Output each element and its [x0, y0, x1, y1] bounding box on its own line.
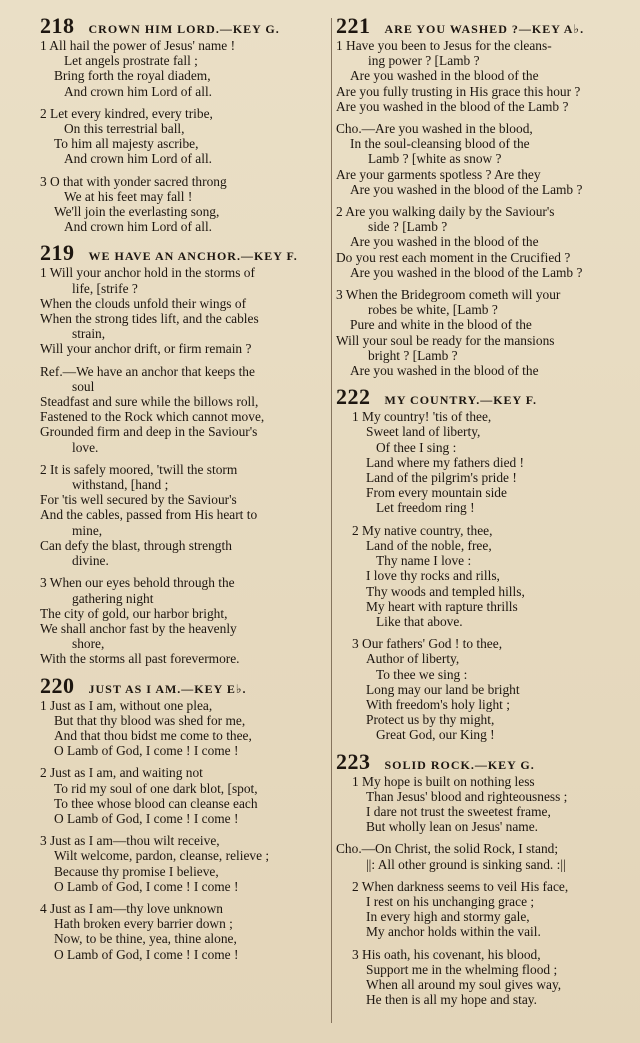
verse-line: And that thou bidst me come to thee, [54, 727, 252, 743]
verse-line: On this terrestrial ball, [64, 121, 185, 137]
verse-line: We shall anchor fast by the heavenly [40, 620, 237, 636]
verse-line: With freedom's holy light ; [366, 696, 510, 712]
verse-line: 1 My country! 'tis of thee, [352, 409, 492, 425]
verse-line: Ref.—We have an anchor that keeps the [40, 363, 255, 379]
verse-line: mine, [72, 522, 103, 538]
verse-line: To rid my soul of one dark blot, [spot, [54, 780, 258, 796]
verse-line: Pure and white in the blood of the [350, 317, 532, 333]
verse-line: But wholly lean on Jesus' name. [366, 819, 539, 835]
verse-line: Are you washed in the blood of the Lamb ? [350, 181, 583, 197]
hymn-header [336, 750, 622, 774]
hymn-title: SOLID ROCK.—KEY G. [384, 757, 535, 772]
verse-line: 2 When darkness seems to veil His face, [352, 878, 569, 894]
verse-line: Long may our land be bright [366, 681, 520, 697]
verse-line: 3 When the Bridegroom cometh will your [336, 287, 561, 303]
verse-line: Protect us by thy might, [366, 712, 495, 728]
verse-line: We at his feet may fall ! [64, 188, 193, 204]
verse-line: Do you rest each moment in the Crucified ? [336, 249, 571, 265]
hymn-title: ARE YOU WASHED ?—KEY A♭. [384, 22, 585, 36]
verse-line: Let angels prostrate fall ; [64, 53, 198, 69]
verse-line: robes be white, [Lamb ? [368, 302, 498, 318]
verse-line: We'll join the everlasting song, [54, 204, 220, 220]
stanza [40, 265, 328, 356]
verse-line: 1 Have you been to Jesus for the cleans- [336, 38, 552, 53]
verse-line: strain, [72, 326, 106, 342]
verse-line: Can defy the blast, through strength [40, 537, 232, 553]
verse-line: 3 His oath, his covenant, his blood, [352, 946, 541, 962]
column-divider [331, 18, 332, 1023]
verse-line: To him all majesty ascribe, [54, 136, 199, 152]
hymn-header [40, 14, 328, 38]
verse-line: Are you fully trusting in His grace this hour ? [336, 83, 581, 99]
verse-line: 1 Just as I am, without one plea, [40, 697, 213, 713]
verse-line: 2 It is safely moored, 'twill the storm [40, 461, 238, 477]
hymn-header [336, 385, 622, 409]
verse-line: Wilt welcome, pardon, cleanse, relieve ; [54, 848, 270, 864]
verse-line: Now, to be thine, yea, thine alone, [54, 931, 237, 947]
hymn-title: CROWN HIM LORD.—KEY G. [88, 22, 280, 36]
hymn-number: 220 [40, 672, 75, 698]
verse-line: Support me in the whelming flood ; [366, 961, 558, 977]
stanza [336, 774, 622, 835]
verse-line: Grounded firm and deep in the Saviour's [40, 424, 258, 440]
verse-line: Let freedom ring ! [376, 500, 475, 516]
verse-line: And the cables, passed from His heart to [40, 507, 258, 523]
hymn-number: 222 [336, 384, 371, 410]
verse-line: 2 Let every kindred, every tribe, [40, 105, 213, 121]
verse-line: O Lamb of God, I come ! I come ! [54, 878, 239, 894]
stanza [336, 121, 622, 197]
verse-line: Fastened to the Rock which cannot move, [40, 409, 265, 425]
verse-line: O Lamb of God, I come ! I come ! [54, 743, 239, 759]
verse-line: My heart with rapture thrills [366, 598, 518, 614]
verse-line: Are you washed in the blood of the Lamb ? [350, 264, 583, 280]
verse-line: Cho.—Are you washed in the blood, [336, 121, 533, 137]
verse-line: 2 Are you walking daily by the Saviour's [336, 204, 555, 220]
verse-line: When all around my soul gives way, [366, 976, 562, 992]
verse-line: 2 My native country, thee, [352, 522, 493, 538]
verse-line: Are you washed in the blood of the [350, 68, 539, 84]
verse-line: Bring forth the royal diadem, [54, 68, 211, 84]
hymn-header [40, 674, 328, 698]
verse-line: In the soul-cleansing blood of the [350, 136, 530, 152]
verse-line: I dare not trust the sweetest frame, [366, 803, 551, 819]
verse-line: And crown him Lord of all. [64, 151, 213, 167]
hymn-title: WE HAVE AN ANCHOR.—KEY F. [88, 249, 298, 264]
verse-line: I rest on his unchanging grace ; [366, 893, 535, 909]
verse-line: O Lamb of God, I come ! I come ! [54, 946, 239, 962]
stanza [40, 575, 328, 666]
hymn-218 [40, 14, 328, 234]
verse-line: Land where my fathers died ! [366, 454, 525, 470]
stanza [40, 698, 328, 759]
verse-line: Will your soul be ready for the mansions [336, 332, 555, 348]
hymn-number: 221 [336, 13, 371, 38]
stanza [336, 287, 622, 378]
stanza [336, 879, 622, 940]
verse-line: Than Jesus' blood and righteousness ; [366, 788, 568, 804]
right-column [336, 14, 622, 1014]
verse-line: shore, [72, 636, 105, 652]
left-column [40, 14, 328, 969]
hymn-title: JUST AS I AM.—KEY E♭. [88, 681, 247, 696]
hymn-number: 219 [40, 240, 75, 266]
stanza [40, 364, 328, 455]
verse-line: ||: All other ground is sinking sand. :|| [366, 856, 566, 872]
verse-line: Like that above. [376, 613, 463, 629]
verse-line: side ? [Lamb ? [368, 219, 448, 235]
stanza [40, 106, 328, 167]
verse-line: Sweet land of liberty, [366, 424, 481, 440]
verse-line: Are your garments spotless ? Are they [336, 166, 541, 182]
verse-line: 1 Will your anchor hold in the storms of [40, 265, 255, 281]
verse-line: Land of the pilgrim's pride ! [366, 470, 517, 486]
verse-line: bright ? [Lamb ? [368, 347, 458, 363]
verse-line: Are you washed in the blood of the [350, 234, 539, 250]
verse-line: The city of gold, our harbor bright, [40, 605, 228, 621]
verse-line: From every mountain side [366, 485, 507, 501]
verse-line: I love thy rocks and rills, [366, 568, 500, 584]
verse-line: Lamb ? [white as snow ? [368, 151, 502, 167]
stanza [336, 947, 622, 1008]
hymn-number: 218 [40, 13, 75, 38]
verse-line: Cho.—On Christ, the solid Rock, I stand; [336, 841, 559, 857]
stanza [40, 174, 328, 235]
verse-line: Thy woods and templed hills, [366, 583, 525, 599]
stanza [336, 409, 622, 515]
verse-line: 3 O that with yonder sacred throng [40, 173, 227, 189]
hymn-header [40, 241, 328, 265]
verse-line: Land of the noble, free, [366, 537, 492, 553]
verse-line: Of thee I sing : [376, 439, 457, 455]
verse-line: When the strong tides lift, and the cables [40, 311, 259, 327]
verse-line: 1 All hail the power of Jesus' name ! [40, 38, 236, 53]
verse-line: Thy name I love : [376, 553, 472, 569]
hymn-header [336, 14, 622, 38]
verse-line: And crown him Lord of all. [64, 219, 213, 235]
stanza [40, 833, 328, 894]
verse-line: Steadfast and sure while the billows roll, [40, 394, 259, 410]
verse-line: Because thy promise I believe, [54, 863, 219, 879]
hymn-title: MY COUNTRY.—KEY F. [384, 393, 537, 408]
verse-line: soul [72, 378, 95, 394]
verse-line: 1 My hope is built on nothing less [352, 773, 535, 789]
verse-line: Are you washed in the blood of the Lamb ? [336, 98, 569, 114]
verse-line: Are you washed in the blood of the [350, 363, 539, 379]
hymn-223 [336, 750, 622, 1008]
verse-line: 3 When our eyes behold through the [40, 575, 235, 591]
hymn-222 [336, 385, 622, 742]
verse-line: My anchor holds within the vail. [366, 924, 541, 940]
stanza [40, 38, 328, 99]
stanza [40, 901, 328, 962]
stanza [40, 765, 328, 826]
hymn-220 [40, 674, 328, 962]
verse-line: gathering night [72, 590, 154, 606]
verse-line: divine. [72, 553, 109, 569]
verse-line: ing power ? [Lamb ? [368, 53, 480, 69]
verse-line: To thee we sing : [376, 666, 468, 682]
verse-line: Great God, our King ! [376, 727, 495, 743]
stanza [336, 523, 622, 629]
verse-line: love. [72, 439, 99, 455]
verse-line: When the clouds unfold their wings of [40, 295, 247, 311]
stanza [336, 38, 622, 114]
stanza [336, 841, 622, 871]
verse-line: 4 Just as I am—thy love unknown [40, 900, 223, 916]
verse-line: But that thy blood was shed for me, [54, 712, 246, 728]
verse-line: 3 Our fathers' God ! to thee, [352, 636, 503, 652]
verse-line: He then is all my hope and stay. [366, 992, 537, 1008]
verse-line: life, [strife ? [72, 280, 138, 296]
stanza [336, 636, 622, 742]
verse-line: Hath broken every barrier down ; [54, 916, 233, 932]
verse-line: 2 Just as I am, and waiting not [40, 765, 203, 781]
verse-line: Author of liberty, [366, 651, 460, 667]
verse-line: Will your anchor drift, or firm remain ? [40, 341, 252, 357]
verse-line: In every high and stormy gale, [366, 909, 530, 925]
verse-line: And crown him Lord of all. [64, 83, 213, 99]
hymn-221 [336, 14, 622, 378]
verse-line: With the storms all past forevermore. [40, 651, 240, 667]
verse-line: 3 Just as I am—thou wilt receive, [40, 833, 220, 849]
hymn-219 [40, 241, 328, 666]
stanza [40, 462, 328, 568]
verse-line: For 'tis well secured by the Saviour's [40, 492, 237, 508]
verse-line: withstand, [hand ; [72, 477, 169, 493]
verse-line: To thee whose blood can cleanse each [54, 795, 258, 811]
stanza [336, 204, 622, 280]
hymn-number: 223 [336, 748, 371, 774]
verse-line: O Lamb of God, I come ! I come ! [54, 810, 239, 826]
